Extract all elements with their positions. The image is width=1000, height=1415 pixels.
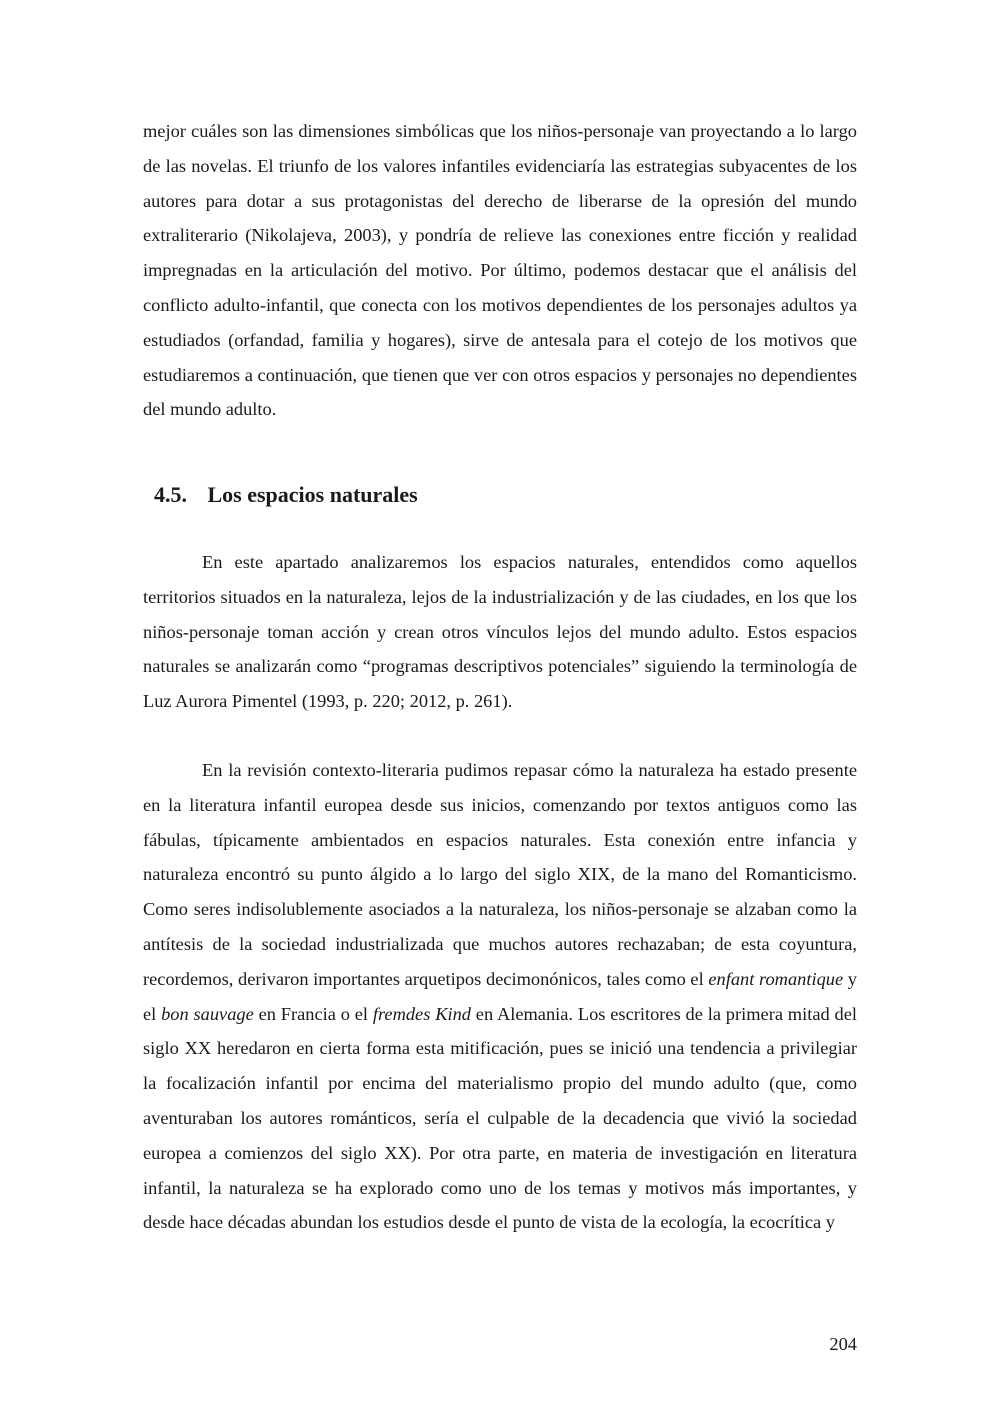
- paragraph-text: en Francia o el: [253, 1003, 373, 1024]
- paragraph-continuation: mejor cuáles son las dimensiones simbólicas que los niños-personaje van proyectando a lo largo de las novelas. El triunfo de los valores infantiles evidenciaría las estrategias subyacentes de los autores para dotar a sus protagonistas del derecho de liberarse de la opresión del mundo extraliterario (Nikolajeva, 2003), y pondría de relieve las conexiones entre ficción y realidad impregnadas en la articulación del motivo. Por último, podemos destacar que el análisis del conflicto adulto-infantil, que conecta con los motivos dependientes de los personajes adultos ya estudiados (orfandad, familia y hogares), sirve de antesala para el cotejo de los motivos que estudiaremos a continuación, que tienen que ver con otros espacios y personajes no dependientes del mundo adulto.: [143, 121, 857, 420]
- section-number: 4.5.: [154, 482, 187, 507]
- italic-term: enfant romantique: [708, 968, 844, 989]
- paragraph-text: y el: [143, 968, 857, 1024]
- paragraph-text: En la revisión contexto-literaria pudimos repasar cómo la naturaleza ha estado presente en la literatura infantil europea desde sus inicios, comenzando por textos antiguos como las fábulas, típicamente ambientados en espacios naturales. Esta conexión entre infancia y naturaleza encontró su punto álgido a lo largo del siglo XIX, de la mano del Romanticismo. Como seres indisolublemente asociados a la naturaleza, los niños-personaje se alzaban como la antítesis de la sociedad industrializada que muchos autores rechazaban; de esta coyuntura, recordemos, derivaron importantes arquetipos decimonónicos, tales como el: [143, 760, 857, 989]
- section-title: Los espacios naturales: [207, 482, 418, 507]
- section-heading: [154, 478, 418, 512]
- italic-term: fremdes Kind: [372, 1003, 471, 1024]
- paragraph-text: en Alemania. Los escritores de la primera mitad del siglo XX heredaron en cierta forma esta mitificación, pues se inició una tendencia a privilegiar la focalización infantil por encima del materialismo propio del mundo adulto (que, como aventuraban los autores románticos, sería el culpable de la decadencia que vivió la sociedad europea a comienzos del siglo XX). Por otra parte, en materia de investigación en literatura infantil, la naturaleza se ha explorado como uno de los temas y motivos más importantes, y desde hace décadas abundan los estudios desde el punto de vista de la ecología, la ecocrítica y: [143, 1003, 857, 1233]
- paragraph-context: [143, 753, 857, 1240]
- italic-term: bon sauvage: [161, 1003, 254, 1024]
- paragraph-intro: En este apartado analizaremos los espacios naturales, entendidos como aquellos territorios situados en la naturaleza, lejos de la industrialización y de las ciudades, en los que los niños-personaje toman acción y crean otros vínculos lejos del mundo adulto. Estos espacios naturales se analizarán como “programas descriptivos potenciales” siguiendo la terminología de Luz Aurora Pimentel (1993, p. 220; 2012, p. 261).: [143, 552, 857, 712]
- page-number: 204: [829, 1334, 857, 1354]
